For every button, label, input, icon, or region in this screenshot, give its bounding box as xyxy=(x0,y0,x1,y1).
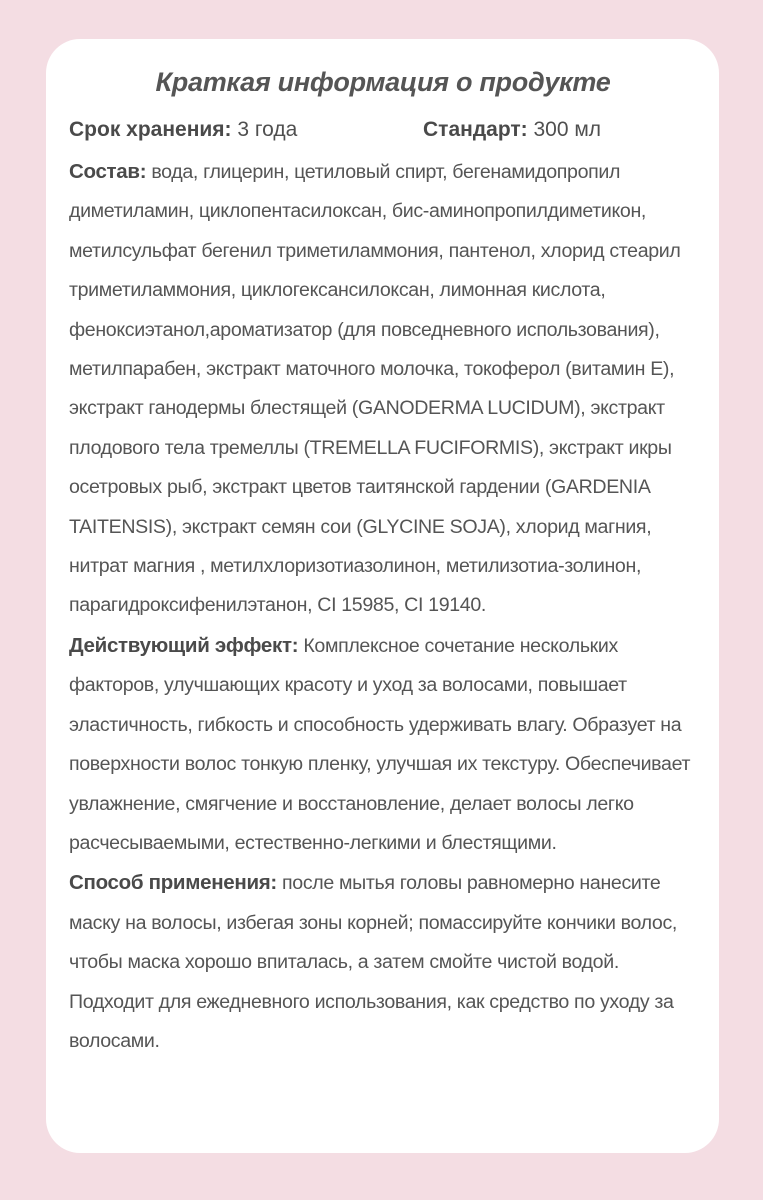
standard-label: Стандарт: xyxy=(423,118,528,141)
standard xyxy=(423,118,601,142)
page-title: Краткая информация о продукте xyxy=(155,67,611,97)
effect-section xyxy=(69,626,697,863)
composition-label: Состав: xyxy=(69,160,147,183)
shelf-life-value: 3 года xyxy=(231,118,298,141)
usage-text: после мытья головы равномерно нанесите маску на волосы, избегая зоны корней; помассируйте кончики волос, чтобы маска хорошо впиталась, а затем смойте чистой водой. Подходит для ежедневного использования, как средство по уходу за волосами. xyxy=(69,872,678,1052)
standard-value: 300 мл xyxy=(527,118,602,141)
effect-text: Комплексное сочетание нескольких факторов, улучшающих красоту и уход за волосами, повышает эластичность, гибкость и способность удерживать влагу. Образует на поверхности волос тонкую пленку, улучшая их текстуру. Обеспечивает увлажнение, смягчение и восстановление, делает волосы легко расчесываемыми, естественно-легкими и блестящими. xyxy=(69,634,691,854)
usage-label: Способ применения: xyxy=(69,871,277,895)
usage-section xyxy=(69,863,697,1061)
effect-label: Действующий эффект: xyxy=(69,633,299,657)
composition-section xyxy=(69,152,697,626)
product-info-card xyxy=(46,39,719,1153)
composition-text: вода, глицерин, цетиловый спирт, бегенамидопропил диметиламин, циклопентасилоксан, бис-аминопропилдиметикон, метилсульфат бегенил триметиламмония, пантенол, хлорид стеарил триметиламмония, циклогексансилоксан, лимонная кислота, феноксиэтанол,ароматизатор (для повседневного использования), метилпарабен, экстракт маточного молочка, токоферол (витамин E), экстракт ганодермы блестящей (GANODERMA LUCIDUM), экстракт плодового тела тремеллы (TREMELLA FUCIFORMIS), экстракт икры осетровых рыб, экстракт цветов таитянской гардении (GARDENIA TAITENSIS), экстракт семян сои (GLYCINE SOJA), хлорид магния, нитрат магния , метилхлоризотиазолинон, метилизотиа-золинон, парагидроксифенилэтанон, CI 15985, CI 19140. xyxy=(69,161,681,617)
specs-row xyxy=(69,112,697,148)
shelf-life-label: Срок хранения: xyxy=(69,118,232,141)
shelf-life xyxy=(69,118,423,142)
